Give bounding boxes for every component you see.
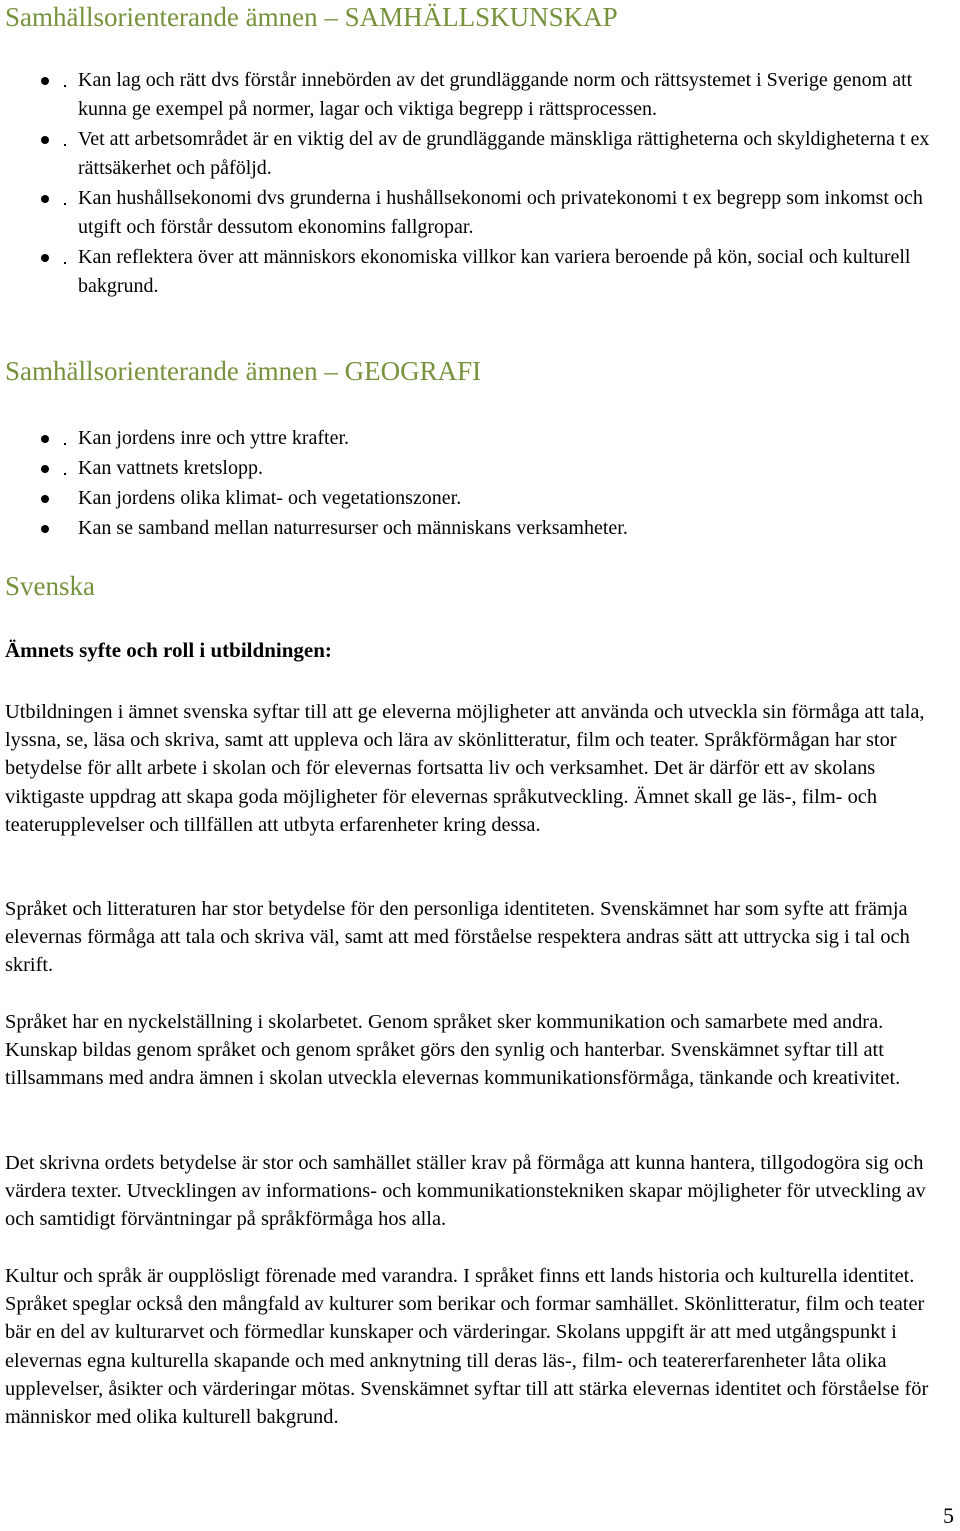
list-item-text: Vet att arbetsområdet är en viktig del av de grundläggande mänskliga rättigheterna och skyldigheterna t ex rättsäkerhet och påföljd. (78, 128, 930, 179)
list-item-text: Kan lag och rätt dvs förstår innebörden av det grundläggande norm och rättsystemet i Sverige genom att kunna ge exempel på normer, lagar och viktiga begrepp i rättsprocessen. (78, 69, 913, 120)
bullet-icon (41, 77, 49, 85)
list-item (0, 184, 960, 242)
page-number: 5 (943, 1503, 954, 1528)
list-item (0, 243, 960, 301)
bullet-icon (41, 495, 49, 503)
samhallskunskap-list (0, 66, 960, 301)
list-item (0, 454, 960, 483)
bullet-mark (64, 443, 66, 445)
heading-geografi: Samhällsorienterande ämnen – GEOGRAFI (5, 356, 482, 386)
list-item (0, 424, 960, 453)
subheading-syfte: Ämnets syfte och roll i utbildningen: (5, 638, 332, 662)
list-item (0, 484, 960, 513)
list-item (0, 125, 960, 183)
bullet-icon (41, 254, 49, 262)
list-item (0, 66, 960, 124)
paragraph: Kultur och språk är oupplösligt förenade med varandra. I språket finns ett lands historia och kulturella identitet. Språket speglar också den mångfald av kulturer som berikar och formar samhället. Skönlitteratur, film och teater bär en del av kulturarvet och förmedlar kunskaper och värderingar. Skolans uppgift är att med utgångspunkt i elevernas egna kulturella skapande och med anknytning till deras läs-, film- och teatererfarenheter låta olika upplevelser, åsikter och värderingar mötas. Svenskämnet syftar till att stärka elevernas identitet och förståelse för människor med olika kulturell bakgrund. (5, 1265, 929, 1429)
list-item-text: Kan hushållsekonomi dvs grunderna i hushållsekonomi och privatekonomi t ex begrepp som inkomst och utgift och förstår dessutom ekonomins fallgropar. (78, 187, 923, 238)
bullet-icon (41, 136, 49, 144)
bullet-icon (41, 465, 49, 473)
list-item-text: Kan jordens inre och yttre krafter. (78, 427, 350, 449)
bullet-mark (64, 262, 66, 264)
bullet-mark (64, 85, 66, 87)
bullet-mark (64, 473, 66, 475)
heading-samhallskunskap: Samhällsorienterande ämnen – SAMHÄLLSKUNSKAP (5, 2, 618, 32)
heading-svenska: Svenska (5, 571, 95, 601)
geografi-list (0, 424, 960, 543)
paragraph: Det skrivna ordets betydelse är stor och samhället ställer krav på förmåga att kunna hantera, tillgodogöra sig och värdera texter. Utvecklingen av informations- och kommunikationstekniken skapar möjligheter för utveckling av och samtidigt förväntningar på språkförmåga hos alla. (5, 1152, 926, 1231)
bullet-mark (64, 144, 66, 146)
paragraph: Språket har en nyckelställning i skolarbetet. Genom språket sker kommunikation och samarbete med andra. Kunskap bildas genom språket och genom språket görs den synlig och hanterbar. Svenskämnet syftar till att tillsammans med andra ämnen i skolan utveckla elevernas kommunikationsförmåga, tänkande och kreativitet. (5, 1011, 901, 1090)
bullet-mark (64, 203, 66, 205)
bullet-icon (41, 525, 49, 533)
bullet-icon (41, 435, 49, 443)
bullet-icon (41, 195, 49, 203)
paragraph: Utbildningen i ämnet svenska syftar till att ge eleverna möjligheter att använda och utveckla sin förmåga att tala, lyssna, se, läsa och skriva, samt att uppleva och lära av skönlitteratur, film och teater. Språkförmågan har stor betydelse för allt arbete i skolan och för elevernas fortsatta liv och verksamhet. Det är därför ett av skolans viktigaste uppdrag att skapa goda möjligheter för elevernas språkutveckling. Ämnet skall ge läs-, film- och teaterupplevelser och tillfällen att utbyta erfarenheter kring dessa. (5, 701, 925, 836)
list-item-text: Kan jordens olika klimat- och vegetationszoner. (78, 487, 462, 509)
list-item-text: Kan se samband mellan naturresurser och människans verksamheter. (78, 517, 628, 539)
list-item (0, 514, 960, 543)
list-item-text: Kan vattnets kretslopp. (78, 457, 263, 479)
list-item-text: Kan reflektera över att människors ekonomiska villkor kan variera beroende på kön, social och kulturell bakgrund. (78, 246, 911, 297)
paragraph: Språket och litteraturen har stor betydelse för den personliga identiteten. Svenskämnet har som syfte att främja elevernas förmåga att tala och skriva väl, samt att med förståelse respektera andras sätt att uttrycka sig i tal och skrift. (5, 898, 910, 977)
